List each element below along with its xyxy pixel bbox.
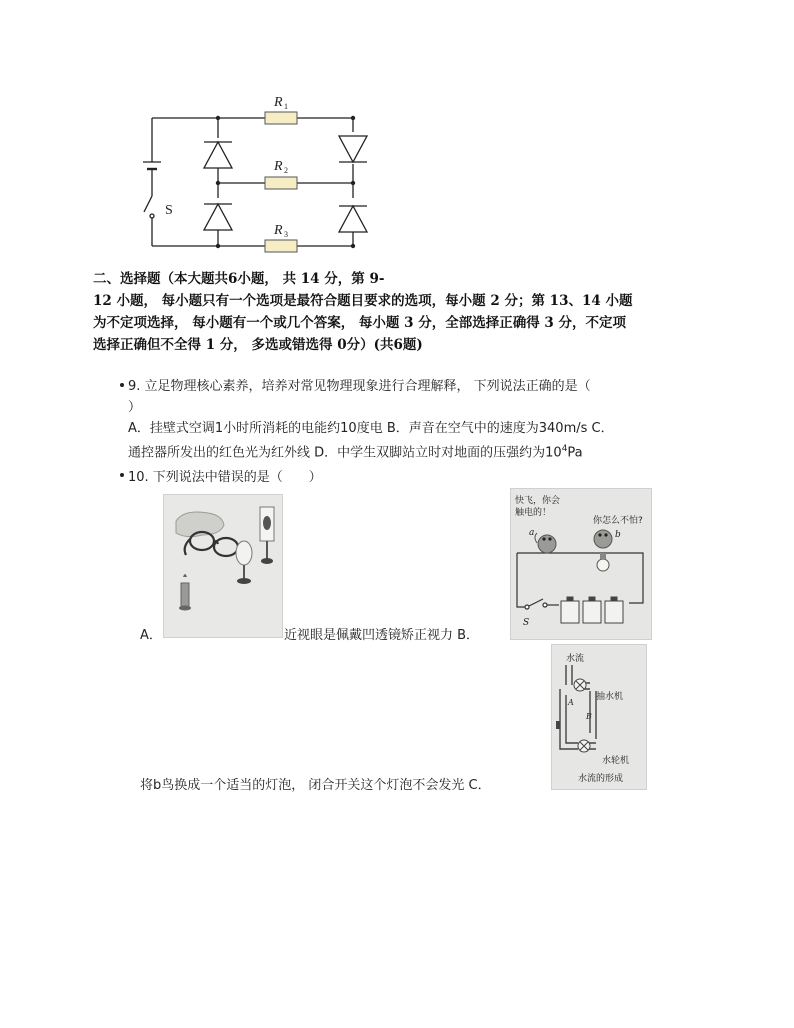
- option-a-label: A．: [140, 628, 162, 643]
- switch-label: S: [165, 203, 173, 218]
- question-9-stem-end: ）: [128, 400, 142, 415]
- speech-right: 你怎么不怕?: [593, 516, 643, 526]
- section-header: [93, 268, 733, 356]
- option-b-text: 将b鸟换成一个适当的灯泡， 闭合开关这个灯泡不会发光 C．: [140, 778, 491, 793]
- birds-on-wire-image: [510, 488, 652, 640]
- diode-icon: [339, 198, 367, 232]
- question-9-options-line-2: [128, 439, 688, 463]
- bird-b-icon: [594, 530, 612, 548]
- r1-label: R: [274, 95, 283, 110]
- battery-icon: [143, 162, 161, 178]
- section-header-line: 为不定项选择， 每小题有一个或几个答案， 每小题 3 分，全部选择正确得 3 分，不定项: [93, 315, 626, 331]
- question-9-options-line: A．挂壁式空调1小时所消耗的电能约10度电 B．声音在空气中的速度为340m/s C．: [128, 421, 614, 436]
- water-label: 水流: [566, 654, 585, 664]
- question-9: [128, 376, 688, 463]
- question-10-stem: 10. 下列说法中错误的是（ ）: [128, 470, 322, 485]
- r3-label: R: [274, 223, 283, 238]
- point-a-label: A: [568, 698, 574, 707]
- section-header-line: 12 小题， 每小题只有一个选项是最符合题目要求的选项，每小题 2 分；第 13、14 小题: [93, 293, 633, 309]
- water-caption: 水流的形成: [578, 774, 624, 784]
- resistor-r1: [265, 112, 297, 124]
- switch-icon: [144, 196, 154, 218]
- diode-icon: [204, 138, 232, 168]
- battery-pack-icon: [561, 597, 623, 623]
- pump-label: 抽水机: [596, 692, 624, 702]
- circuit-diagram: [140, 90, 380, 255]
- valve-icon: [556, 721, 560, 729]
- section-header-line: 二、选择题（本大题共6小题， 共 14 分，第 9-: [93, 271, 385, 287]
- section-header-line: 选择正确但不全得 1 分， 多选或错选得 0分）(共6题): [93, 337, 423, 353]
- speech-left-1: 快飞，你会: [515, 496, 561, 506]
- diode-icon: [204, 198, 232, 230]
- exponent: 4: [561, 444, 568, 454]
- switch-s-label: S: [523, 618, 530, 628]
- point-b-label: B: [586, 712, 592, 721]
- r3-subscript: 3: [284, 230, 288, 239]
- water-flow-image: [551, 644, 647, 790]
- resistor-r3: [265, 240, 297, 252]
- glasses-experiment-image: [163, 494, 283, 638]
- unit-text: Pa: [567, 445, 583, 461]
- diode-icon: [339, 132, 367, 164]
- turbine-label: 水轮机: [602, 756, 630, 766]
- r2-label: R: [274, 159, 283, 174]
- bullet: [120, 383, 124, 387]
- speech-left-2: 触电的！: [515, 508, 552, 518]
- option-a-text: 近视眼是佩戴凹透镜矫正视力 B．: [284, 628, 480, 643]
- bullet: [120, 473, 124, 477]
- pump-icon: [574, 679, 586, 691]
- r1-subscript: 1: [284, 102, 288, 111]
- bird-a-label: a: [529, 528, 535, 538]
- resistor-r2: [265, 177, 297, 189]
- r2-subscript: 2: [284, 166, 288, 175]
- bird-b-label: b: [615, 530, 621, 540]
- question-10: [128, 466, 322, 485]
- question-9-stem: 9. 立足物理核心素养，培养对常见物理现象进行合理解释， 下列说法正确的是（: [128, 379, 591, 394]
- turbine-icon: [578, 740, 590, 752]
- option-text: 通控器所发出的红色光为红外线 D．中学生双脚站立时对地面的压强约为10: [128, 445, 562, 461]
